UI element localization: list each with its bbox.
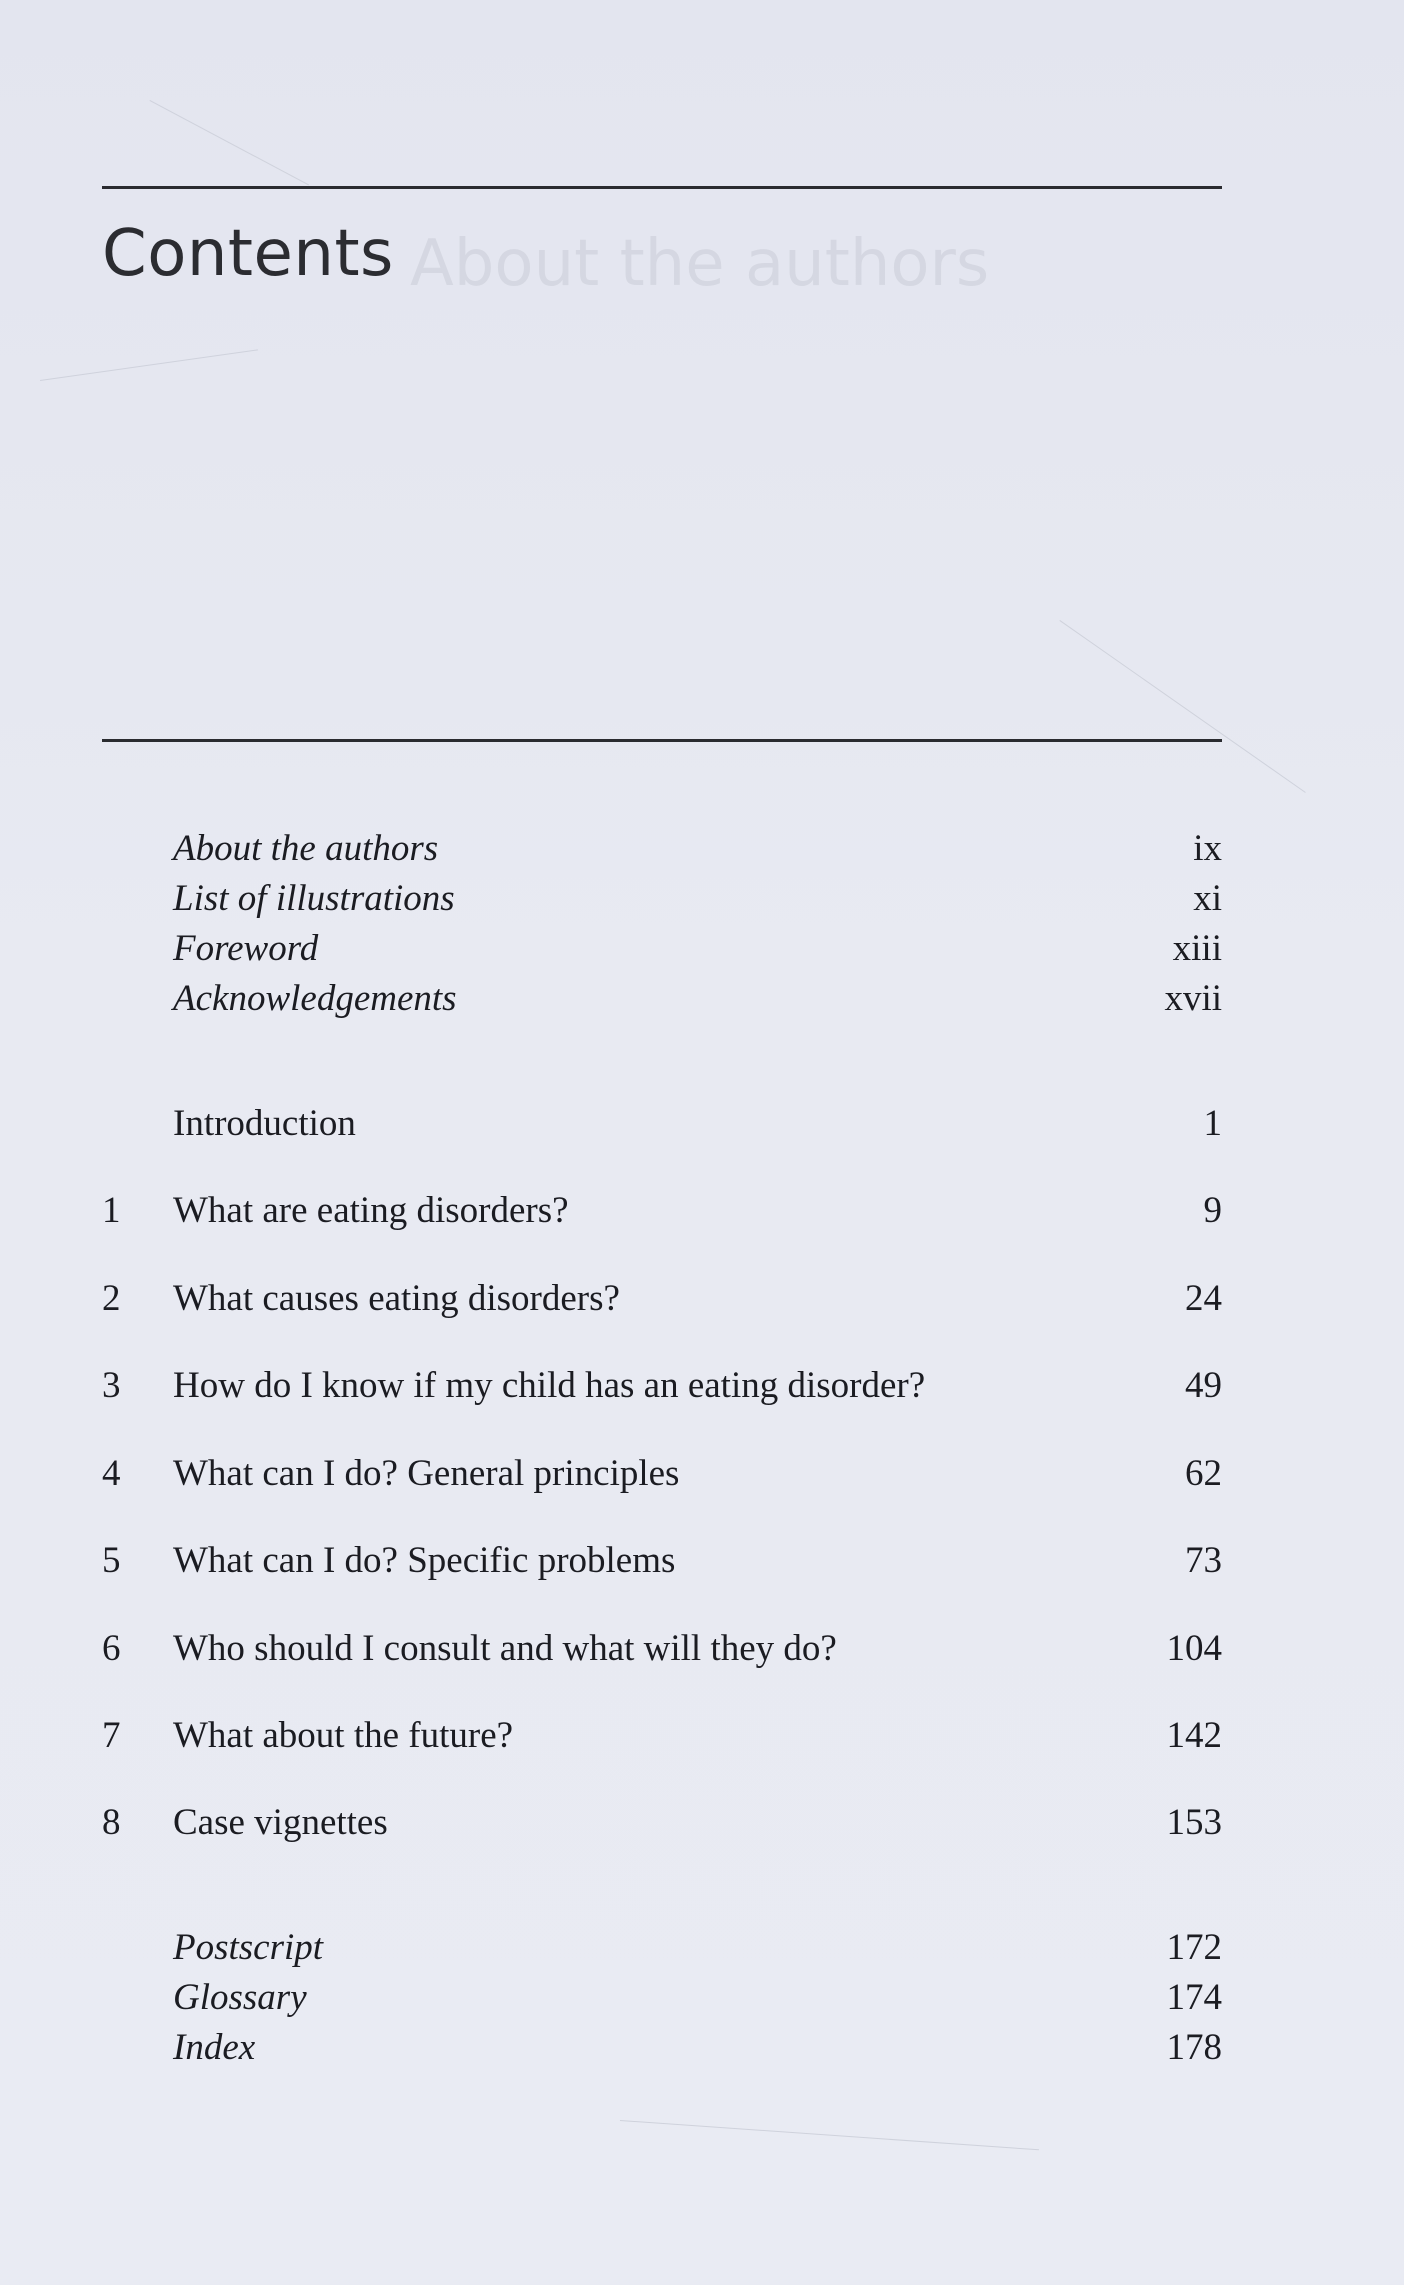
page-number: xiii: [1172, 928, 1222, 969]
toc-entry: [102, 1925, 1222, 1971]
page-number: 174: [1166, 1977, 1222, 2018]
toc-entry: [102, 1188, 1222, 1234]
page-number: 9: [1203, 1190, 1222, 1231]
page-number: 104: [1166, 1628, 1222, 1669]
toc-entry: [102, 1101, 1222, 1147]
chapter-number: 7: [102, 1715, 121, 1756]
toc-entry: [102, 1975, 1222, 2021]
page-number: 153: [1166, 1802, 1222, 1843]
chapter-number: 1: [102, 1190, 121, 1231]
chapter-number: 3: [102, 1365, 121, 1406]
entry-title: What can I do? Specific problems: [173, 1540, 676, 1581]
entry-title: Postscript: [173, 1927, 324, 1968]
toc-entry: [102, 976, 1222, 1022]
page-number: 24: [1185, 1278, 1222, 1319]
toc-entry: [102, 2025, 1222, 2071]
toc-entry: [102, 926, 1222, 972]
page-number: 142: [1166, 1715, 1222, 1756]
toc-entry: [102, 1713, 1222, 1759]
entry-title: What are eating disorders?: [173, 1190, 569, 1231]
page-number: ix: [1193, 828, 1222, 869]
chapter-number: 5: [102, 1540, 121, 1581]
chapter-number: 4: [102, 1453, 121, 1494]
toc-entry: [102, 1363, 1222, 1409]
entry-title: What about the future?: [173, 1715, 514, 1756]
entry-title: Glossary: [173, 1977, 307, 2018]
page-number: 73: [1185, 1540, 1222, 1581]
entry-title: What causes eating disorders?: [173, 1278, 620, 1319]
toc-entry: [102, 1626, 1222, 1672]
chapter-number: 6: [102, 1628, 121, 1669]
entry-title: How do I know if my child has an eating disorder?: [173, 1365, 926, 1406]
entry-title: Introduction: [173, 1103, 356, 1144]
toc-entry: [102, 1276, 1222, 1322]
toc-entry: [102, 876, 1222, 922]
entry-title: List of illustrations: [173, 878, 455, 919]
toc-entry: [102, 1451, 1222, 1497]
entry-title: What can I do? General principles: [173, 1453, 680, 1494]
chapter-number: 8: [102, 1802, 121, 1843]
entry-title: Acknowledgements: [173, 978, 457, 1019]
page-number: xi: [1193, 878, 1222, 919]
entry-title: Foreword: [173, 928, 319, 969]
page-number: xvii: [1164, 978, 1222, 1019]
show-through-heading: About the authors: [410, 227, 990, 301]
toc-entry: [102, 1800, 1222, 1846]
page-title: Contents: [102, 217, 394, 291]
toc-entry: [102, 1538, 1222, 1584]
chapter-number: 2: [102, 1278, 121, 1319]
page-number: 178: [1166, 2027, 1222, 2068]
entry-title: About the authors: [173, 828, 439, 869]
page-number: 62: [1185, 1453, 1222, 1494]
page-number: 49: [1185, 1365, 1222, 1406]
toc-entry: [102, 826, 1222, 872]
page-number: 1: [1203, 1103, 1222, 1144]
page-number: 172: [1166, 1927, 1222, 1968]
entry-title: Who should I consult and what will they do?: [173, 1628, 837, 1669]
table-of-contents: [102, 0, 1222, 2285]
entry-title: Case vignettes: [173, 1802, 388, 1843]
entry-title: Index: [173, 2027, 256, 2068]
